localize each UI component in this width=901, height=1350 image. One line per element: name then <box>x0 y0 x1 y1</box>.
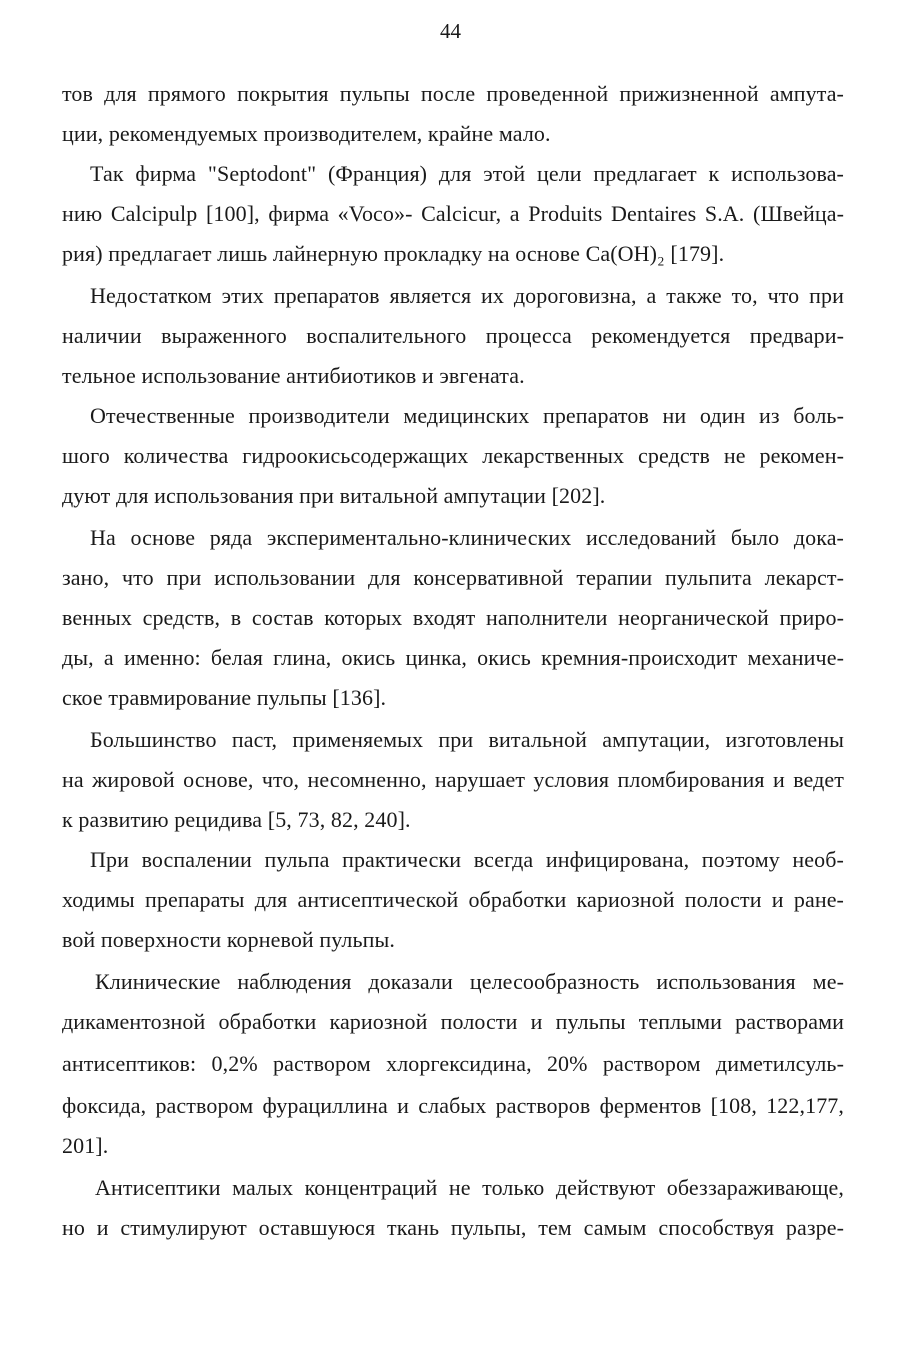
text-line: Так фирма "Septodont" (Франция) для этой цели предлагает к использова- <box>90 161 844 186</box>
text-line: на жировой основе, что, несомненно, нарушает условия пломбирования и ведет <box>62 767 844 792</box>
text-line: тов для прямого покрытия пульпы после проведенной прижизненной ампута- <box>62 81 844 106</box>
text-line: Антисептики малых концентраций не только действуют обеззараживающе, <box>95 1175 844 1200</box>
text-line: венных средств, в состав которых входят наполнители неорганической приро- <box>62 605 844 630</box>
text-line: антисептиков: 0,2% раствором хлоргексидина, 20% раствором диметилсуль- <box>62 1051 844 1076</box>
text-line: На основе ряда экспериментально-клинических исследований было дока- <box>90 525 844 550</box>
text-line: вой поверхности корневой пульпы. <box>62 927 395 952</box>
text-line: тельное использование антибиотиков и эвгената. <box>62 363 525 388</box>
text-line: дикаментозной обработки кариозной полости и пульпы теплыми растворами <box>62 1009 844 1034</box>
text-line: ское травмирование пульпы [136]. <box>62 685 387 710</box>
page-number: 44 <box>440 19 461 43</box>
text-line: При воспалении пульпа практически всегда инфицирована, поэтому необ- <box>90 847 844 872</box>
text-line: Отечественные производители медицинских препаратов ни один из боль- <box>90 403 844 428</box>
text-line: Недостатком этих препаратов является их дороговизна, а также то, что при <box>90 283 844 308</box>
text-line: шого количества гидроокисьсодержащих лекарственных средств не рекомен- <box>62 443 844 468</box>
text-line: к развитию рецидива [5, 73, 82, 240]. <box>62 807 411 832</box>
text-line: дуют для использования при витальной ампутации [202]. <box>62 483 606 508</box>
text-line: 201]. <box>62 1133 109 1158</box>
text-line: Большинство паст, применяемых при витальной ампутации, изготовлены <box>90 727 844 752</box>
text-line: наличии выраженного воспалительного процесса рекомендуется предвари- <box>62 323 844 348</box>
text-line: ходимы препараты для антисептической обработки кариозной полости и ране- <box>62 887 844 912</box>
text-line: зано, что при использовании для консервативной терапии пульпита лекарст- <box>62 565 844 590</box>
text-line: ции, рекомендуемых производителем, крайне мало. <box>62 121 551 146</box>
text-line: фоксида, раствором фурациллина и слабых растворов ферментов [108, 122,177, <box>62 1093 844 1118</box>
text-line: нию Calcipulp [100], фирма «Voco»- Calcicur, a Produits Dentaires S.A. (Швейца- <box>62 201 844 226</box>
text-line: но и стимулируют оставшуюся ткань пульпы, тем самым способствуя разре- <box>62 1215 844 1240</box>
text-line: ды, а именно: белая глина, окись цинка, окись кремния-происходит механиче- <box>62 645 844 670</box>
text-line: Клинические наблюдения доказали целесообразность использования ме- <box>95 969 844 994</box>
text-line: рия) предлагает лишь лайнерную прокладку на основе Са(ОН)₂ [179]. <box>62 241 725 266</box>
